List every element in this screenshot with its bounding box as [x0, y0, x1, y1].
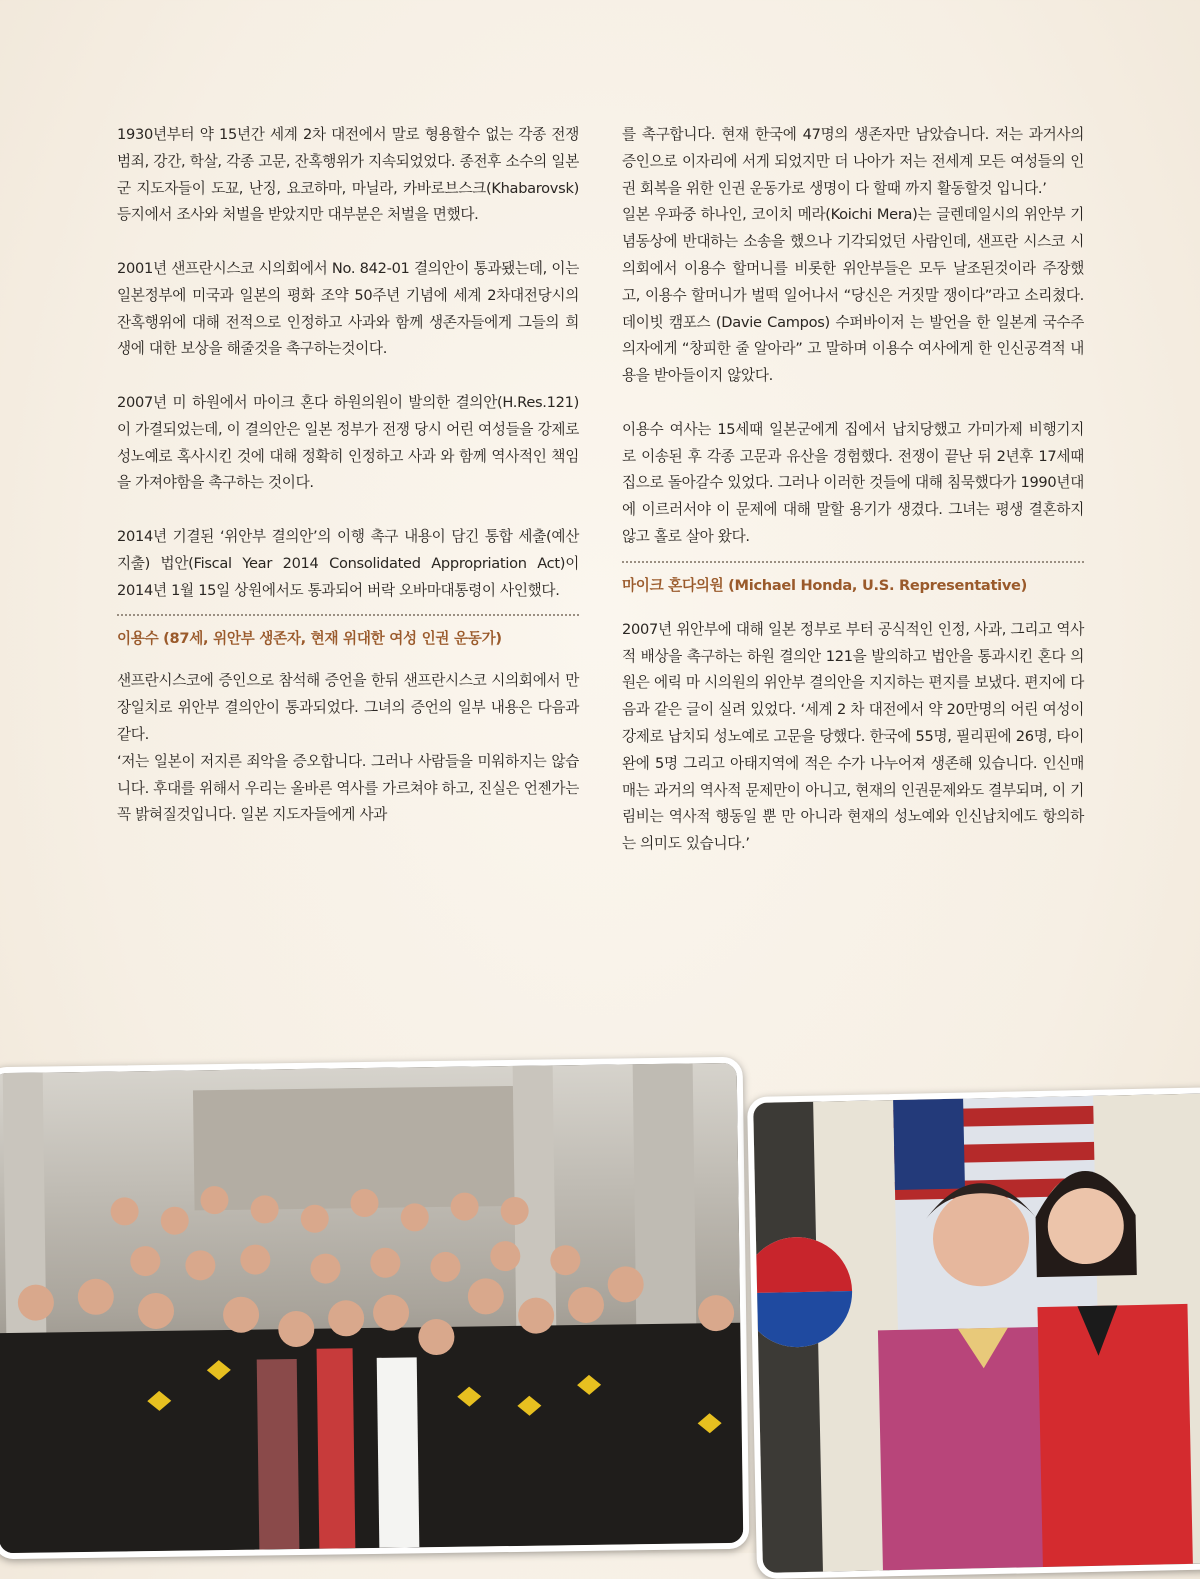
dotted-divider	[117, 614, 579, 616]
section-title-lee-yongsoo: 이용수 (87세, 위안부 생존자, 현재 위대한 여성 인권 운동가)	[117, 630, 502, 648]
paragraph-testimony-intro: 샌프란시스코에 증인으로 참석해 증언을 한뒤 샌프란시스코 시의회에서 만장일치로 위안부 결의안이 통과되었다. 그녀의 증언의 일부 내용은 다음과 같다.	[117, 672, 579, 743]
paragraph-testimony-quote-cont: 를 촉구합니다. 현재 한국에 47명의 생존자만 남았습니다. 저는 과거사의 증인으로 이자리에 서게 되었지만 더 나아가 저는 전세계 모든 여성들의 인권 회복을 위한 인권 운동가로 생명이 다 할때 까지 활동할것 입니다.’	[622, 126, 1084, 197]
dotted-divider	[622, 561, 1084, 563]
paragraph-wwii-crimes: 1930년부터 약 15년간 세계 2차 대전에서 말로 형용할수 없는 각종 전쟁범죄, 강간, 학살, 각종 고문, 잔혹행위가 지속되었었다. 종전후 소수의 일본 군 지도자들이 도꾜, 난징, 요코하마, 마닐라, 카바로브스크(Khabarovsk)등지에서 조사와 처벌을 받았지만 대부분은 처벌을 면했다.	[117, 126, 579, 224]
paragraph-honda-letter: 2007년 위안부에 대해 일본 정부로 부터 공식적인 인정, 사과, 그리고 역사적 배상을 촉구하는 하원 결의안 121을 발의하고 법안을 통과시킨 혼다 의원은 에릭 마 시의원의 위안부 결의안을 지지하는 편지를 보냈다. 편지에 다음과 같은 글이 실려 있었다. ‘세계 2 차 대전에서 약 20만명의 어린 여성이 강제로 납치되 성노예로 고문을 당했다. 한국에 55명, 필리핀에 26명, 타이완에 5명 그리고 아태지역에 적은 수가 나누어져 생존해 있습니다. 인신매매는 과거의 역사적 문제만이 아니고, 현재의 인권문제와도 결부되며, 이 기림비는 역사적 행동일 뿐 만 아니라 현재의 성노예와 인신납치에도 항의하는 의미도 있습니다.’	[622, 620, 1084, 853]
paragraph-sf-resolution-2001: 2001년 샌프란시스코 시의회에서 No. 842-01 결의안이 통과됐는데, 이는 일본정부에 미국과 일본의 평화 조약 50주년 기념에 세계 2차대전당시의 잔혹행위에 대해 전적으로 인정하고 사과와 함께 생존자들에게 그들의 희생에 대한 보상을 해줄것을 촉구하는것이다.	[117, 259, 579, 358]
paragraph-appropriation-act: 2014년 기결된 ‘위안부 결의안’의 이행 촉구 내용이 담긴 통합 세출(예산 지출) 법안(Fiscal Year 2014 Consolidated Appropriation Act)이 2014년 1월 15일 상원에서도 통과되어 버락 오바마대통령이 사인했다.	[117, 527, 579, 599]
portrait-photo-image	[753, 1093, 1200, 1573]
paragraph-koichi-mera: 일본 우파중 하나인, 코이치 메라(Koichi Mera)는 글렌데일시의 위안부 기념동상에 반대하는 소송을 했으나 기각되었던 사람인데, 샌프란 시스코 시의회에서 이용수 할머니를 비롯한 위안부들은 모두 날조된것이라 주장했고, 이용수 할머니가 벌떡 일어나서 “당신은 거짓말 쟁이다”라고 소리쳤다. 데이빗 캠포스 (Davie Campos) 수퍼바이저 는 발언을 한 일본계 국수주의자에게 “창피한 줄 알아라” 고 말하며 이용수 여사에게 한 인신공격적 내용을 받아들이지 않았다.	[622, 206, 1084, 385]
group-photo-image	[0, 1063, 743, 1553]
paragraph-testimony-quote: ‘저는 일본이 저지른 죄악을 증오합니다. 그러나 사람들을 미워하지는 않습니다. 후대를 위해서 우리는 올바른 역사를 가르쳐야 하고, 진실은 언젠가는 꼭 밝혀질것입니다. 일본 지도자들에게 사과	[117, 752, 579, 824]
portrait-photo	[747, 1087, 1200, 1579]
paragraph-lee-biography: 이용수 여사는 15세때 일본군에게 집에서 납치당했고 가미가제 비행기지로 이송된 후 각종 고문과 유산을 경험했다. 전쟁이 끝난 뒤 2년후 17세때 집으로 돌아갈수 있었다. 그러나 이러한 것들에 대해 침묵했다가 1990년대에 이르러서야 이 문제에 대해 말할 용기가 생겼다. 그녀는 평생 결혼하지 않고 홀로 살아 왔다.	[622, 420, 1084, 545]
paragraph-hres121: 2007년 미 하원에서 마이크 혼다 하원의원이 발의한 결의안(H.Res.121)이 가결되었는데, 이 결의안은 일본 정부가 전쟁 당시 어린 여성들을 강제로 성노예로 혹사시킨 것에 대해 정확히 인정하고 사과 와 함께 역사적인 책임을 가져야함을 촉구하는 것이다.	[117, 393, 579, 492]
left-column	[117, 122, 579, 829]
right-column	[622, 122, 1084, 858]
section-title-michael-honda: 마이크 혼다의원 (Michael Honda, U.S. Representative)	[622, 576, 1028, 594]
group-photo	[0, 1057, 749, 1560]
